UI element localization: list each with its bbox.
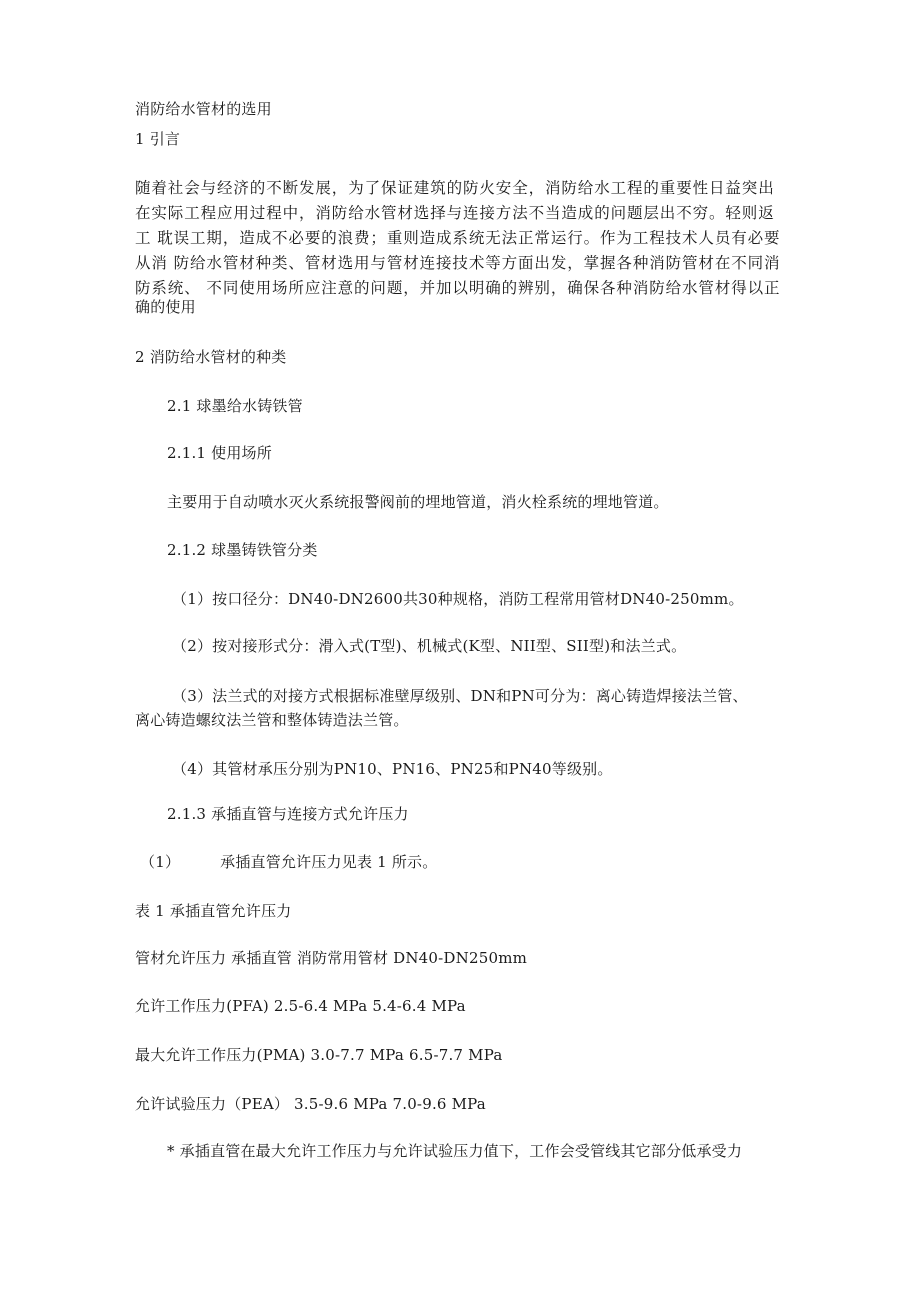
intro-line: 随着社会与经济的不断发展，为了保证建筑的防火安全，消防给水工程的重要性日益突出 [135, 179, 775, 197]
section-2-1-2-heading: 2.1.2 球墨铸铁管分类 [167, 541, 318, 559]
classify-item: （4）其管材承压分别为PN10、PN16、PN25和PN40等级别。 [172, 760, 613, 778]
section-2-1-heading: 2.1 球墨给水铸铁管 [167, 397, 303, 415]
classify-item: （3）法兰式的对接方式根据标准壁厚级别、DN和PN可分为：离心铸造焊接法兰管、 [172, 687, 748, 705]
section-2-1-1-heading: 2.1.1 使用场所 [167, 444, 272, 462]
footnote: * 承插直管在最大允许工作压力与允许试验压力值下，工作会受管线其它部分低承受力 [167, 1142, 743, 1160]
intro-line: 工 耽误工期，造成不必要的浪费；重则造成系统无法正常运行。作为工程技术人员有必要 [135, 229, 781, 247]
classify-item: （1）按口径分：DN40-DN2600共30种规格，消防工程常用管材DN40-250mm。 [172, 590, 744, 608]
section-2-1-3-heading: 2.1.3 承插直管与连接方式允许压力 [167, 805, 409, 823]
table-row: 允许试验压力（PEA） 3.5-9.6 MPa 7.0-9.6 MPa [135, 1095, 486, 1113]
usage-text: 主要用于自动喷水灭火系统报警阀前的埋地管道，消火栓系统的埋地管道。 [167, 493, 669, 511]
intro-line: 确的使用 [135, 298, 196, 316]
classify-item: （2）按对接形式分：滑入式(T型)、机械式(K型、NII型、SII型)和法兰式。 [172, 637, 687, 655]
table-caption: 表 1 承插直管允许压力 [135, 902, 292, 920]
document-title: 消防给水管材的选用 [135, 100, 272, 118]
item-1-number: （1） [140, 853, 181, 871]
classify-item-continuation: 离心铸造螺纹法兰管和整体铸造法兰管。 [135, 711, 409, 729]
section-2-heading: 2 消防给水管材的种类 [135, 348, 287, 366]
item-1-text: 承插直管允许压力见表 1 所示。 [220, 853, 438, 871]
table-row: 允许工作压力(PFA) 2.5-6.4 MPa 5.4-6.4 MPa [135, 997, 466, 1015]
section-1-heading: 1 引言 [135, 130, 181, 148]
table-row: 最大允许工作压力(PMA) 3.0-7.7 MPa 6.5-7.7 MPa [135, 1046, 503, 1064]
table-row: 管材允许压力 承插直管 消防常用管材 DN40-DN250mm [135, 949, 528, 967]
intro-line: 在实际工程应用过程中，消防给水管材选择与连接方法不当造成的问题层出不穷。轻则返 [135, 204, 775, 222]
intro-line: 防系统、 不同使用场所应注意的问题，并加以明确的辨别，确保各种消防给水管材得以正 [135, 279, 781, 297]
item-1 [140, 852, 437, 872]
intro-line: 从消 防给水管材种类、管材选用与管材连接技术等方面出发，掌握各种消防管材在不同消 [135, 254, 781, 272]
